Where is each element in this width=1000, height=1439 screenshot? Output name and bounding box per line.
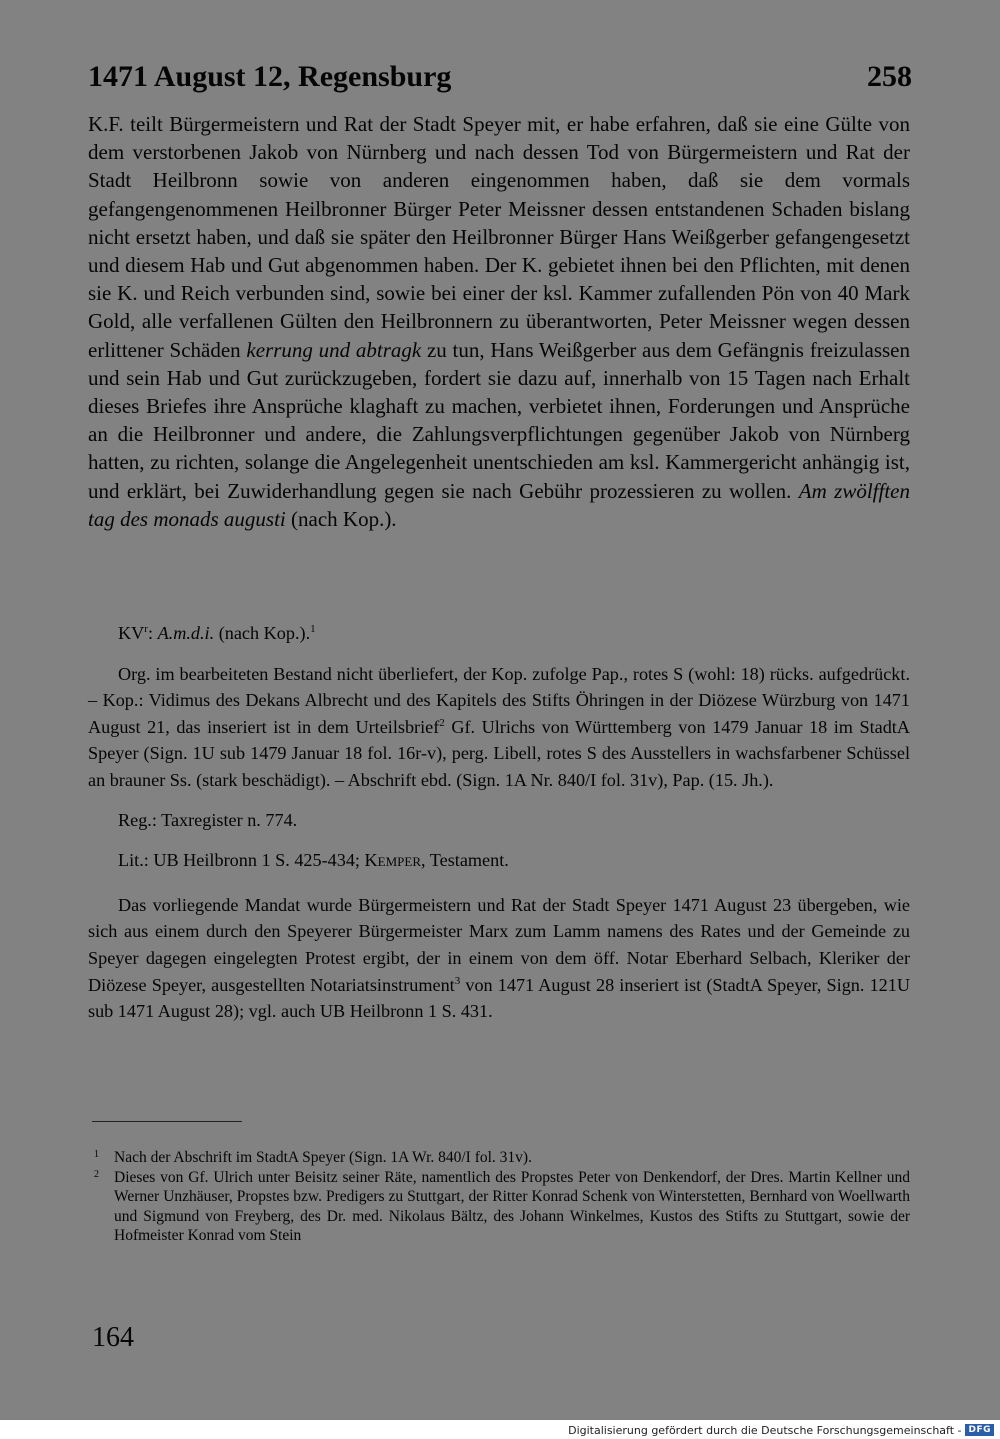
footnote-text: Nach der Abschrift im StadtA Speyer (Sign. 1A Wr. 840/I fol. 31v). xyxy=(114,1149,532,1166)
regest-text xyxy=(88,110,910,533)
footnote-rule xyxy=(92,1121,242,1122)
lit-author: Kemper xyxy=(364,850,422,871)
regest-text-part-2: zu tun, Hans Weißgerber aus dem Gefängnis freizulassen und sein Hab und Gut zurückzugeben, fordert sie dazu auf, innerhalb von 15 Tagen nach Erhalt dieses Briefes ihre Ansprüche klaghaft zu machen, verbietet ihnen, Forderungen und Ansprüche an die Heilbronner und andere, die Zahlungsverpflichtungen gegenüber Jakob von Nürnberg hatten, zu richten, solange die Angelegenheit unentschieden am ksl. Kammergericht anhängig ist, und erklärt, bei Zuwiderhandlung gegen sie nach Gebühr prozessieren zu wollen. xyxy=(88,337,910,503)
regest-quote-2: Am zwölfften tag des monads augusti xyxy=(88,478,910,531)
lit-text-b: , Testament. xyxy=(421,850,509,871)
apparatus xyxy=(88,620,910,1038)
kv-italic: A.m.d.i. xyxy=(157,623,215,643)
regest-header xyxy=(88,60,912,104)
kv-label: KV xyxy=(118,623,145,643)
regest-text-part-1: K.F. teilt Bürgermeistern und Rat der Stadt Speyer mit, er habe erfahren, daß sie eine Gülte von dem verstorbenen Jakob von Nürnberg und nach dessen Tod von Bürgermeistern und Rat der Stadt Heilbronn sowie von anderen eingenommen haben, daß sie dem vormals gefangengenommenen Heilbronner Bürger Peter Meissner dessen entstandenen Schaden bislang nicht ersetzt haben, und daß sie später den Heilbronner Bürger Hans Weißgerber gefangengesetzt und diesem Hab und Gut abgenommen haben. Der K. gebietet ihnen bei den Pflichten, mit denen sie K. und Reich verbunden sind, sowie bei einer der ksl. Kammer zufallenden Pön von 40 Mark Gold, alle verfallenen Gülten den Heilbronnern zu überantworten, Peter Meissner wegen dessen erlittener Schäden xyxy=(88,112,910,362)
page-number: 164 xyxy=(92,1322,134,1353)
literatur xyxy=(88,847,910,874)
kv-colon: : xyxy=(147,623,158,643)
dfg-credit xyxy=(568,1421,994,1439)
regesten: Reg.: Taxregister n. 774. xyxy=(118,809,298,830)
lit-text-a: Lit.: UB Heilbronn 1 S. 425-434; xyxy=(118,850,365,871)
footnote-ref-2: 2 xyxy=(439,716,445,729)
footnote-mark: 1 xyxy=(94,1149,99,1160)
footnote-ref-3: 3 xyxy=(454,974,461,987)
comment-text-a: Das vorliegende Mandat wurde Bürgermeistern und Rat der Stadt Speyer 1471 August 23 übergeben, wie sich aus einem durch den Speyerer Bürgermeister Marx zum Lamm namens des Rates und der Gemeinde zu Speyer dagegen eingelegten Protest ergibt, der in einem von dem öff. Notar Eberhard Selbach, Kleriker der Diözese Speyer, ausgestellten Notariatsinstrument xyxy=(88,894,910,995)
org-text-b: Gf. Ulrichs von Württemberg von 1479 Januar 18 im StadtA Speyer (Sign. 1U sub 1479 Januar 18 fol. 16r-v), perg. Libell, rotes S des Ausstellers in wachsfarbener Schüssel an brauner Ss. (stark beschädigt). – Abschrift ebd. (Sign. 1A Nr. 840/I fol. 31v), Pap. (15. Jh.). xyxy=(88,716,910,790)
credit-text: Digitalisierung gefördert durch die Deutsche Forschungsgemeinschaft - xyxy=(568,1423,962,1437)
regest-number: 258 xyxy=(867,60,912,93)
footnote-text: Dieses von Gf. Ulrich unter Beisitz seiner Räte, namentlich des Propstes Peter von Denkendorf, der Dres. Martin Kellner und Werner Unzhäuser, Propstes bzw. Predigers zu Stuttgart, der Ritter Konrad Schenk von Winterstetten, Bernhard von Woellwarth und Sigmund von Freyberg, des Dr. med. Nikolaus Bältz, des Johann Winkelmes, Kustos des Stifts zu Stuttgart, sowie der Hofmeister Konrad vom Stein xyxy=(114,1168,910,1244)
regest-quote-1: kerrung und abtragk xyxy=(246,337,422,362)
org-text-a: Org. im bearbeiteten Bestand nicht überliefert, der Kop. zufolge Pap., rotes S (wohl: 18) rücks. aufgedrückt. – Kop.: Vidimus des Dekans Albrecht und des Kapitels des Stifts Öhringen in der Diözese Würzburg von 1471 August 21, das inseriert ist in dem Urteilsbrief xyxy=(88,663,910,737)
regest-text-part-3: (nach Kop.). xyxy=(285,506,397,531)
kanzleivermerk xyxy=(88,620,910,647)
kommentar xyxy=(88,892,910,1025)
footnote-ref-1: 1 xyxy=(310,622,316,635)
footnote xyxy=(92,1168,910,1246)
dfg-logo-icon: DFG xyxy=(965,1424,994,1436)
kv-rest: (nach Kop.). xyxy=(214,623,311,643)
comment-text-b: von 1471 August 28 inseriert ist (StadtA Speyer, Sign. 121U sub 1471 August 28); vgl. auch UB Heilbronn 1 S. 431. xyxy=(88,974,910,1022)
kv-superscript: r xyxy=(144,622,148,635)
footnote xyxy=(92,1148,910,1168)
footnotes xyxy=(92,1148,910,1246)
regest-date-place: 1471 August 12, Regensburg xyxy=(88,60,452,93)
ueberlieferung xyxy=(88,661,910,794)
footnote-mark: 2 xyxy=(94,1168,99,1180)
